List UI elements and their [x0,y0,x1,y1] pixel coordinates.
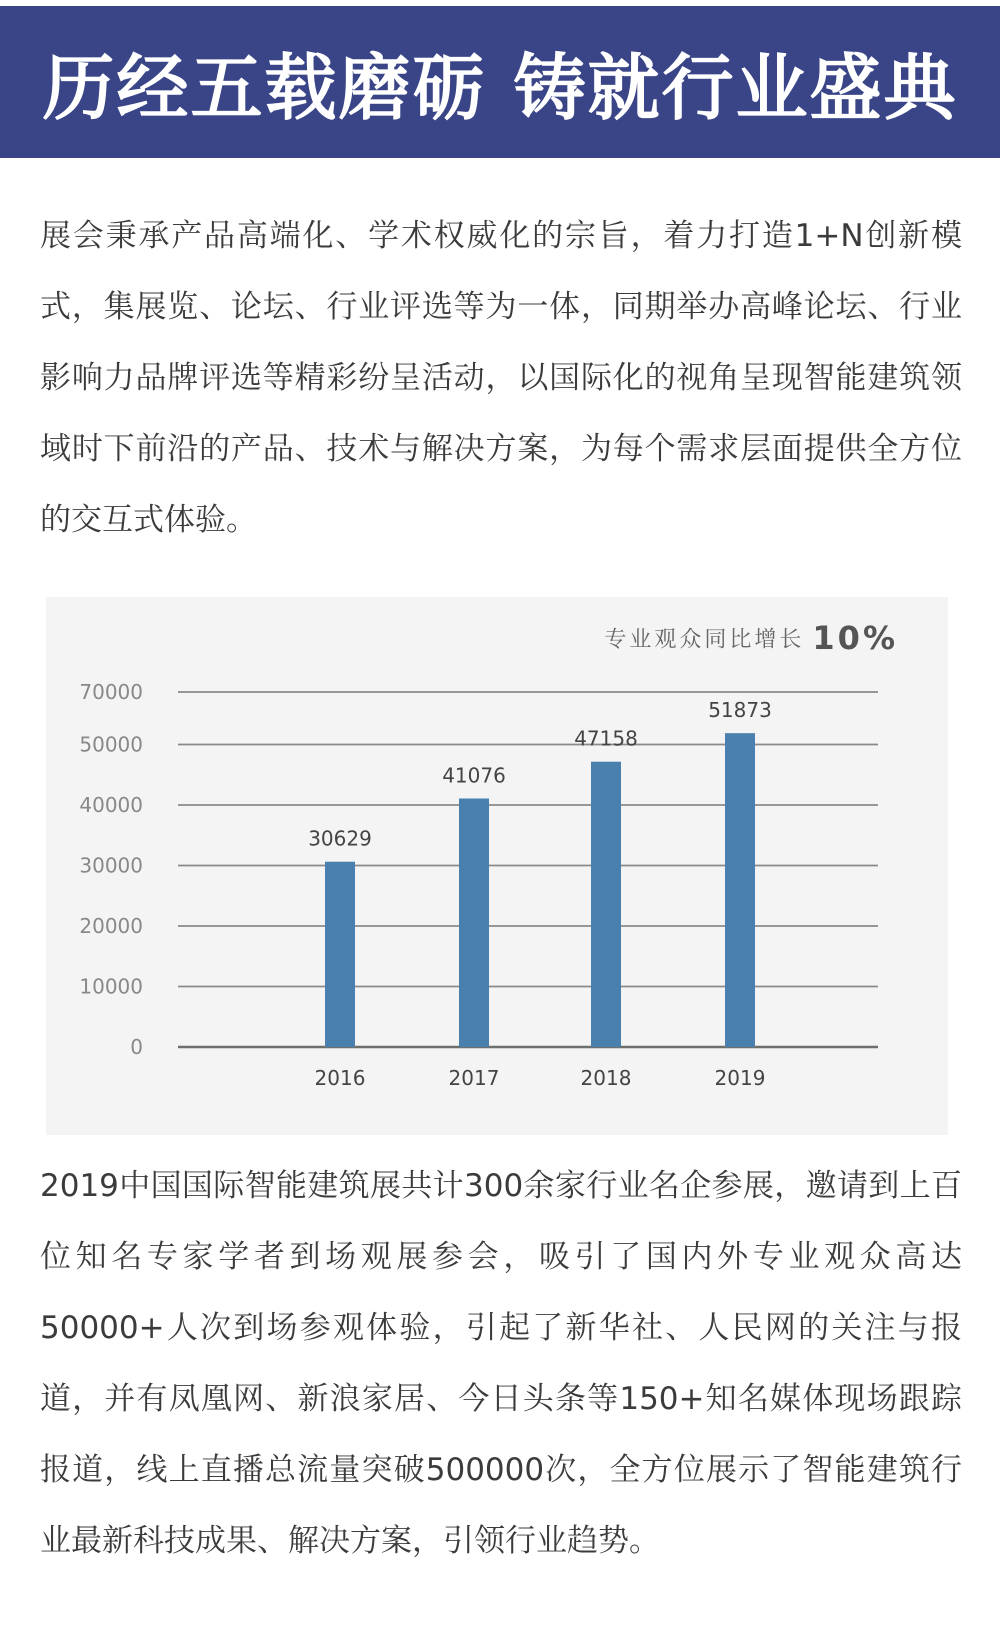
header-banner [0,6,1000,158]
y-tick-label: 70000 [79,680,143,704]
data-label: 30629 [308,826,372,851]
bar [325,862,355,1047]
visitor-bar-chart [46,597,948,1135]
growth-annotation [604,619,898,657]
y-tick-label: 10000 [79,974,143,999]
bar [591,762,621,1047]
y-tick-label: 50000 [79,732,143,757]
page-title: 历经五载磨砺 铸就行业盛典 [42,46,958,130]
bar [459,798,489,1047]
y-tick-label: 30000 [79,853,143,878]
bar [725,733,755,1047]
x-tick-label: 2019 [714,1066,766,1090]
growth-label: 专业观众同比增长 [604,627,805,653]
summary-paragraph: 2019中国国际智能建筑展共计300余家行业名企参展，邀请到上百位知名专家学者到场观展参会，吸引了国内外专业观众高达50000+人次到场参观体验，引起了新华社、人民网的关注与报道，并有凤凰网、新浪家居、今日头条等150+知名媒体现场跟踪报道，线上直播总流量突破500000次，全方位展示了智能建筑行业最新科技成果、解决方案，引领行业趋势。 [40,1168,962,1559]
data-label: 41076 [442,763,506,788]
growth-value: 10% [812,619,898,657]
x-tick-label: 2018 [580,1066,632,1090]
x-tick-label: 2017 [448,1066,500,1090]
intro-paragraph: 展会秉承产品高端化、学术权威化的宗旨，着力打造1+N创新模式，集展览、论坛、行业评选等为一体，同期举办高峰论坛、行业影响力品牌评选等精彩纷呈活动，以国际化的视角呈现智能建筑领域时下前沿的产品、技术与解决方案，为每个需求层面提供全方位的交互式体验。 [40,218,962,538]
data-label: 51873 [708,698,772,723]
y-tick-label: 0 [130,1035,143,1059]
data-label: 47158 [574,726,638,751]
chart-canvas [46,597,948,1135]
y-tick-label: 40000 [79,793,143,817]
x-tick-label: 2016 [314,1066,366,1090]
y-tick-label: 20000 [79,914,143,938]
